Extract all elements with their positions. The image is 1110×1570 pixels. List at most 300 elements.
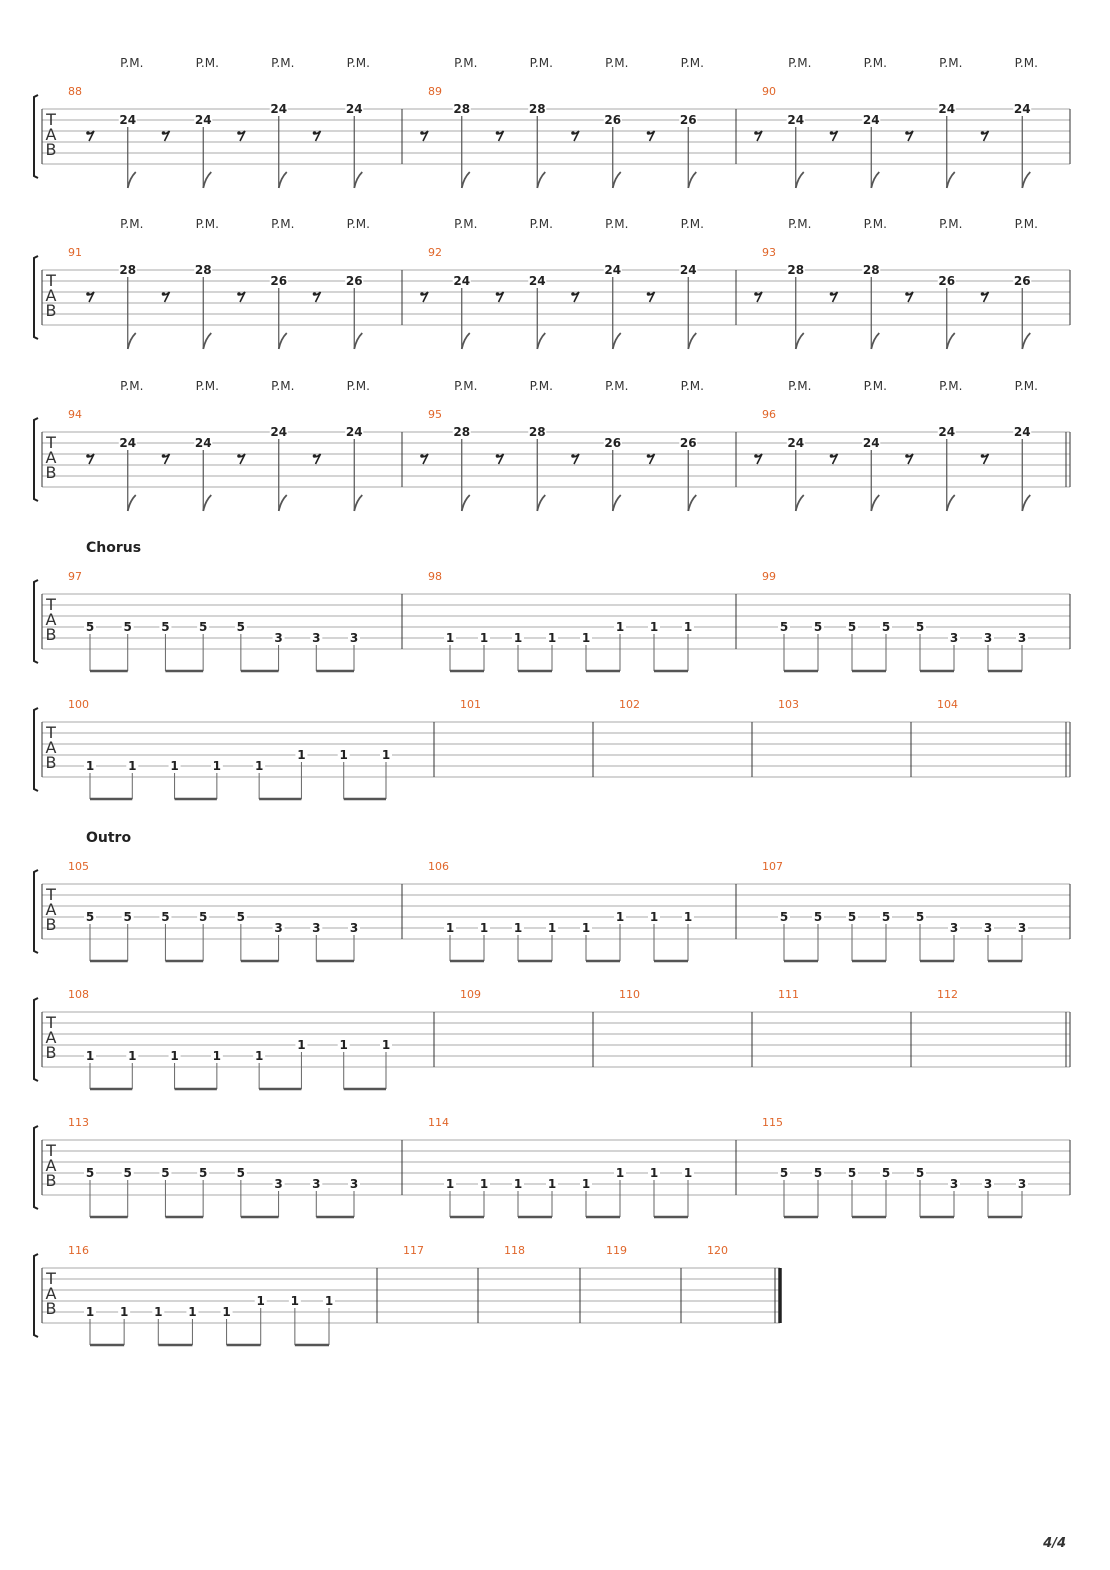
eighth-rest-dot	[571, 131, 575, 135]
measure	[68, 56, 402, 188]
fret-number: 1	[170, 1049, 179, 1063]
tab-clef-letter: A	[45, 610, 57, 629]
measure-number: 119	[606, 1244, 627, 1257]
palm-mute-label: P.M.	[120, 217, 144, 231]
tab-clef-letter: A	[45, 1156, 57, 1175]
fret-number: 5	[236, 620, 246, 634]
palm-mute-label: P.M.	[680, 379, 704, 393]
fret-number: 26	[938, 274, 956, 288]
note-flag	[462, 333, 470, 349]
fret-number: 3	[983, 631, 993, 645]
palm-mute-label: P.M.	[195, 217, 219, 231]
measure	[778, 698, 911, 777]
palm-mute-label: P.M.	[605, 56, 629, 70]
tab-clef-letter: T	[46, 1269, 56, 1288]
fret-number: 5	[85, 620, 95, 634]
eighth-rest-dot	[237, 292, 241, 296]
tab-clef-letter: B	[45, 1171, 57, 1190]
measure	[68, 860, 402, 961]
measure	[778, 988, 911, 1067]
fret-number: 24	[1013, 102, 1031, 116]
fret-number: 1	[212, 1049, 222, 1063]
fret-number: 1	[581, 631, 591, 645]
measure-number: 106	[428, 860, 449, 873]
palm-mute-label: P.M.	[939, 379, 963, 393]
eighth-rest-dot	[754, 131, 758, 135]
measure-number: 98	[428, 570, 442, 583]
fret-number: 5	[85, 1166, 95, 1180]
note-flag	[613, 333, 621, 349]
tab-clef-letter: B	[45, 625, 57, 644]
fret-number: 24	[270, 425, 288, 439]
measure-number: 96	[762, 408, 776, 421]
fret-number: 3	[274, 1177, 283, 1191]
palm-mute-label: P.M.	[529, 56, 553, 70]
measure-number: 89	[428, 85, 442, 98]
measure	[68, 217, 402, 349]
eighth-rest-dot	[420, 131, 424, 135]
fret-number: 1	[154, 1305, 163, 1319]
fret-number: 26	[679, 436, 697, 450]
fret-number: 28	[119, 263, 137, 277]
fret-number: 1	[547, 631, 557, 645]
system-bracket	[34, 1126, 38, 1209]
system-bracket	[34, 256, 38, 339]
note-flag	[1022, 495, 1030, 511]
eighth-rest-dot	[86, 454, 90, 458]
note-flag	[871, 495, 879, 511]
fret-number: 28	[862, 263, 880, 277]
fret-number: 1	[85, 759, 95, 773]
measure	[68, 988, 434, 1089]
measure	[428, 860, 736, 961]
fret-number: 1	[128, 759, 137, 773]
tab-clef-letter: A	[45, 448, 57, 467]
fret-number: 5	[236, 910, 246, 924]
measure-number: 100	[68, 698, 89, 711]
eighth-rest-dot	[162, 131, 166, 135]
measure	[619, 698, 752, 777]
tab-system	[34, 1244, 780, 1345]
measure-number: 110	[619, 988, 640, 1001]
palm-mute-label: P.M.	[605, 217, 629, 231]
measure	[762, 860, 1070, 961]
note-flag	[613, 495, 621, 511]
fret-number: 3	[1017, 1177, 1027, 1191]
tab-clef-letter: B	[45, 140, 57, 159]
measure-number: 88	[68, 85, 82, 98]
note-flag	[688, 172, 696, 188]
tab-clef-letter: T	[46, 1141, 56, 1160]
fret-number: 5	[915, 1166, 925, 1180]
section-label: Outro	[86, 830, 132, 846]
fret-number: 1	[256, 1294, 265, 1308]
eighth-rest-dot	[571, 292, 575, 296]
note-flag	[354, 172, 362, 188]
fret-number: 5	[881, 910, 891, 924]
fret-number: 5	[779, 910, 789, 924]
note-flag	[871, 333, 879, 349]
eighth-rest-dot	[496, 292, 500, 296]
fret-number: 5	[847, 620, 857, 634]
fret-number: 24	[453, 274, 471, 288]
fret-number: 1	[581, 921, 591, 935]
note-flag	[947, 495, 955, 511]
measure	[762, 570, 1070, 671]
section-label: Chorus	[86, 540, 142, 556]
fret-number: 1	[381, 748, 391, 762]
measure	[428, 570, 736, 671]
fret-number: 5	[813, 910, 823, 924]
fret-number: 5	[123, 910, 132, 924]
fret-number: 24	[528, 274, 546, 288]
fret-number: 1	[683, 1166, 693, 1180]
fret-number: 1	[479, 1177, 489, 1191]
fret-number: 1	[324, 1294, 334, 1308]
palm-mute-label: P.M.	[271, 379, 295, 393]
fret-number: 1	[85, 1049, 95, 1063]
fret-number: 1	[128, 1049, 137, 1063]
palm-mute-label: P.M.	[120, 379, 144, 393]
measure-number: 107	[762, 860, 783, 873]
palm-mute-label: P.M.	[529, 379, 553, 393]
note-flag	[871, 172, 879, 188]
fret-number: 3	[349, 1177, 359, 1191]
fret-number: 26	[604, 113, 622, 127]
measure-number: 117	[403, 1244, 424, 1257]
eighth-rest-dot	[905, 454, 909, 458]
measure	[68, 698, 434, 799]
measure-number: 99	[762, 570, 776, 583]
fret-number: 3	[1017, 631, 1027, 645]
note-flag	[279, 333, 287, 349]
tab-clef-letter: T	[46, 723, 56, 742]
fret-number: 3	[274, 921, 283, 935]
measure-number: 103	[778, 698, 799, 711]
measure-number: 90	[762, 85, 776, 98]
palm-mute-label: P.M.	[788, 379, 812, 393]
fret-number: 24	[862, 436, 880, 450]
fret-number: 5	[813, 620, 823, 634]
note-flag	[947, 333, 955, 349]
eighth-rest-dot	[420, 454, 424, 458]
fret-number: 28	[528, 425, 546, 439]
fret-number: 5	[161, 910, 170, 924]
fret-number: 26	[604, 436, 622, 450]
note-flag	[796, 172, 804, 188]
note-flag	[354, 333, 362, 349]
measure-number: 116	[68, 1244, 89, 1257]
palm-mute-label: P.M.	[454, 379, 478, 393]
fret-number: 1	[547, 1177, 557, 1191]
tab-clef-letter: B	[45, 753, 57, 772]
palm-mute-label: P.M.	[195, 379, 219, 393]
eighth-rest-dot	[981, 454, 985, 458]
note-flag	[613, 172, 621, 188]
fret-number: 1	[479, 631, 489, 645]
eighth-rest-dot	[571, 454, 575, 458]
tab-clef-letter: A	[45, 286, 57, 305]
fret-number: 5	[161, 1166, 170, 1180]
fret-number: 3	[312, 631, 321, 645]
fret-number: 1	[513, 921, 523, 935]
tab-system	[34, 988, 1070, 1089]
fret-number: 3	[312, 921, 321, 935]
fret-number: 5	[198, 910, 208, 924]
fret-number: 3	[949, 1177, 959, 1191]
measure-number: 109	[460, 988, 481, 1001]
page-number: 4/4	[1043, 1536, 1066, 1551]
tab-clef-letter: T	[46, 110, 56, 129]
eighth-rest-dot	[496, 131, 500, 135]
measure-number: 95	[428, 408, 442, 421]
measure-number: 93	[762, 246, 776, 259]
fret-number: 5	[881, 620, 891, 634]
eighth-rest-dot	[830, 131, 834, 135]
tab-clef-letter: A	[45, 125, 57, 144]
system-bracket	[34, 580, 38, 663]
measure-number: 104	[937, 698, 958, 711]
measure	[754, 217, 1070, 349]
eighth-rest-dot	[86, 292, 90, 296]
eighth-rest-dot	[981, 131, 985, 135]
fret-number: 24	[938, 425, 956, 439]
fret-number: 1	[119, 1305, 129, 1319]
fret-number: 24	[862, 113, 880, 127]
fret-number: 1	[649, 620, 659, 634]
palm-mute-label: P.M.	[346, 56, 370, 70]
fret-number: 1	[649, 1166, 659, 1180]
note-flag	[796, 495, 804, 511]
note-flag	[537, 333, 545, 349]
fret-number: 1	[615, 1166, 625, 1180]
measure-number: 120	[707, 1244, 728, 1257]
eighth-rest-dot	[313, 292, 317, 296]
tab-clef-letter: B	[45, 301, 57, 320]
measure	[68, 570, 402, 671]
fret-number: 28	[453, 102, 471, 116]
fret-number: 3	[349, 631, 359, 645]
fret-number: 5	[847, 1166, 857, 1180]
tab-clef-letter: T	[46, 271, 56, 290]
tab-clef-letter: B	[45, 915, 57, 934]
fret-number: 26	[1013, 274, 1031, 288]
measure-number: 114	[428, 1116, 449, 1129]
palm-mute-label: P.M.	[195, 56, 219, 70]
measure	[428, 1116, 736, 1217]
measure	[619, 988, 752, 1067]
fret-number: 3	[274, 631, 283, 645]
system-bracket	[34, 998, 38, 1081]
eighth-rest-dot	[162, 292, 166, 296]
tab-clef-letter: B	[45, 1043, 57, 1062]
palm-mute-label: P.M.	[939, 217, 963, 231]
eighth-rest-dot	[313, 454, 317, 458]
system-bracket	[34, 708, 38, 791]
system-bracket	[34, 870, 38, 953]
note-flag	[796, 333, 804, 349]
fret-number: 24	[679, 263, 697, 277]
fret-number: 1	[581, 1177, 591, 1191]
fret-number: 1	[445, 1177, 455, 1191]
fret-number: 1	[683, 910, 693, 924]
fret-number: 1	[445, 921, 455, 935]
eighth-rest-dot	[754, 292, 758, 296]
fret-number: 24	[119, 113, 137, 127]
note-flag	[947, 172, 955, 188]
fret-number: 24	[787, 436, 805, 450]
eighth-rest-dot	[647, 454, 651, 458]
fret-number: 5	[161, 620, 170, 634]
tab-system	[34, 379, 1070, 511]
palm-mute-label: P.M.	[1014, 379, 1038, 393]
fret-number: 5	[198, 1166, 208, 1180]
note-flag	[537, 172, 545, 188]
tab-system	[34, 56, 1070, 188]
tab-system	[34, 698, 1070, 799]
fret-number: 1	[615, 620, 625, 634]
fret-number: 28	[787, 263, 805, 277]
tab-clef-letter: A	[45, 1028, 57, 1047]
fret-number: 1	[222, 1305, 231, 1319]
fret-number: 1	[683, 620, 693, 634]
note-flag	[537, 495, 545, 511]
palm-mute-label: P.M.	[680, 217, 704, 231]
measure	[68, 1116, 402, 1217]
note-flag	[688, 333, 696, 349]
measure	[606, 1244, 681, 1323]
fret-number: 28	[453, 425, 471, 439]
measure	[403, 1244, 478, 1323]
eighth-rest-dot	[647, 131, 651, 135]
fret-number: 1	[615, 910, 625, 924]
fret-number: 1	[297, 1038, 306, 1052]
measure-number: 115	[762, 1116, 783, 1129]
measure	[762, 1116, 1070, 1217]
measure	[420, 217, 736, 349]
tab-clef-letter: A	[45, 900, 57, 919]
fret-number: 5	[881, 1166, 891, 1180]
fret-number: 24	[119, 436, 137, 450]
eighth-rest-dot	[496, 454, 500, 458]
measure-number: 113	[68, 1116, 89, 1129]
eighth-rest-dot	[86, 131, 90, 135]
palm-mute-label: P.M.	[863, 379, 887, 393]
measure-number: 102	[619, 698, 640, 711]
note-flag	[128, 495, 136, 511]
system-bracket	[34, 418, 38, 501]
tab-clef-letter: T	[46, 433, 56, 452]
note-flag	[203, 172, 211, 188]
eighth-rest-dot	[830, 292, 834, 296]
fret-number: 24	[345, 425, 363, 439]
fret-number: 24	[194, 436, 212, 450]
fret-number: 3	[983, 1177, 993, 1191]
fret-number: 1	[381, 1038, 391, 1052]
palm-mute-label: P.M.	[863, 56, 887, 70]
measure	[420, 56, 736, 188]
fret-number: 24	[194, 113, 212, 127]
eighth-rest-dot	[905, 131, 909, 135]
fret-number: 5	[123, 1166, 132, 1180]
fret-number: 5	[123, 620, 132, 634]
fret-number: 3	[349, 921, 359, 935]
fret-number: 5	[779, 1166, 789, 1180]
system-bracket	[34, 1254, 38, 1337]
tab-clef-letter: A	[45, 1284, 57, 1303]
measure	[754, 56, 1070, 188]
palm-mute-label: P.M.	[346, 217, 370, 231]
eighth-rest-dot	[162, 454, 166, 458]
eighth-rest-dot	[420, 292, 424, 296]
fret-number: 5	[85, 910, 95, 924]
palm-mute-label: P.M.	[454, 56, 478, 70]
tab-system	[34, 540, 1070, 671]
fret-number: 3	[983, 921, 993, 935]
fret-number: 3	[949, 631, 959, 645]
fret-number: 1	[547, 921, 557, 935]
fret-number: 28	[528, 102, 546, 116]
measure-number: 97	[68, 570, 82, 583]
eighth-rest-dot	[237, 454, 241, 458]
measure-number: 105	[68, 860, 89, 873]
measure	[420, 379, 736, 511]
fret-number: 1	[339, 1038, 348, 1052]
eighth-rest-dot	[981, 292, 985, 296]
palm-mute-label: P.M.	[271, 56, 295, 70]
tab-clef-letter: T	[46, 885, 56, 904]
fret-number: 1	[188, 1305, 197, 1319]
fret-number: 3	[1017, 921, 1027, 935]
fret-number: 1	[297, 748, 306, 762]
tab-system	[34, 1116, 1070, 1217]
note-flag	[462, 172, 470, 188]
fret-number: 1	[513, 631, 523, 645]
fret-number: 26	[270, 274, 288, 288]
measure	[460, 988, 593, 1067]
eighth-rest-dot	[237, 131, 241, 135]
eighth-rest-dot	[754, 454, 758, 458]
palm-mute-label: P.M.	[863, 217, 887, 231]
fret-number: 24	[604, 263, 622, 277]
fret-number: 5	[915, 910, 925, 924]
fret-number: 1	[85, 1305, 95, 1319]
fret-number: 1	[290, 1294, 300, 1308]
measure-number: 91	[68, 246, 82, 259]
eighth-rest-dot	[647, 292, 651, 296]
fret-number: 1	[339, 748, 348, 762]
fret-number: 5	[779, 620, 789, 634]
palm-mute-label: P.M.	[1014, 217, 1038, 231]
fret-number: 5	[813, 1166, 823, 1180]
fret-number: 1	[254, 759, 264, 773]
palm-mute-label: P.M.	[788, 56, 812, 70]
fret-number: 5	[847, 910, 857, 924]
fret-number: 3	[312, 1177, 321, 1191]
measure	[504, 1244, 580, 1323]
eighth-rest-dot	[313, 131, 317, 135]
note-flag	[688, 495, 696, 511]
fret-number: 1	[170, 759, 179, 773]
palm-mute-label: P.M.	[346, 379, 370, 393]
system-bracket	[34, 95, 38, 178]
fret-number: 24	[270, 102, 288, 116]
eighth-rest-dot	[830, 454, 834, 458]
fret-number: 26	[345, 274, 363, 288]
tab-system	[34, 217, 1070, 349]
tab-clef-letter: T	[46, 1013, 56, 1032]
tab-system	[34, 830, 1070, 961]
